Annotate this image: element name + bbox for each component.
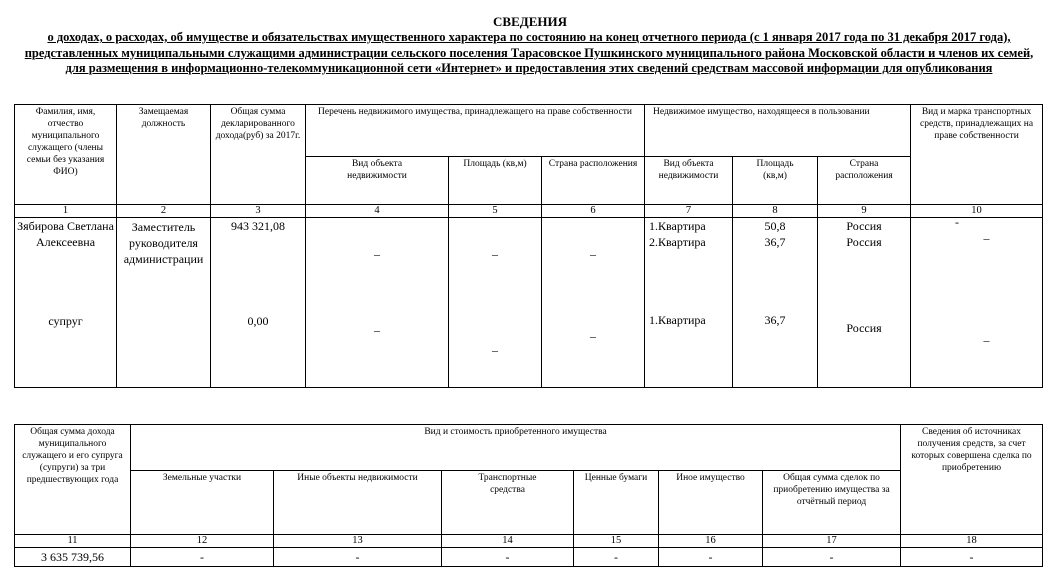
column-number: 14: [442, 535, 574, 548]
spouse-transport-value: –: [983, 333, 990, 347]
column-number: 1: [15, 205, 117, 218]
spouse-used-type-value: 1.Квартира: [649, 313, 706, 327]
column-number: 13: [274, 535, 442, 548]
column-number: 7: [645, 205, 733, 218]
acquisitions-table: [14, 424, 1043, 567]
used-country-value: Россия: [846, 219, 882, 233]
used-area-value: 36,7: [764, 235, 786, 249]
used-type-cell: [645, 218, 733, 388]
used-type-value: 1.Квартира: [649, 219, 706, 233]
person-name: Зябирова Светлана Алексеевна: [17, 219, 114, 249]
header-used-property: Недвижимое имущество, находящееся в пользовании: [645, 105, 911, 157]
column-number: 4: [306, 205, 449, 218]
column-number: 11: [15, 535, 131, 548]
spouse-owned-country-value: –: [590, 329, 596, 343]
deals-total-value: -: [763, 548, 901, 567]
header-securities: Ценные бумаги: [574, 471, 659, 535]
header-owned-type: Вид объекта недвижимости: [306, 157, 449, 205]
header-other-realty: Иные объекты недвижимости: [274, 471, 442, 535]
header-deals-total: Общая сумма сделок по приобретению имущества за отчётный период: [763, 471, 901, 535]
owned-area-cell: [449, 218, 542, 388]
column-number: 2: [117, 205, 211, 218]
position-cell: [117, 218, 211, 388]
header-income-3y: Общая сумма дохода муниципального служащего и его супруга (супруги) за три предшествующих года: [15, 425, 131, 535]
funding-sources-value: -: [901, 548, 1043, 567]
header-transport: Вид и марка транспортных средств, принадлежащих на праве собственности: [911, 105, 1043, 205]
column-number: 16: [659, 535, 763, 548]
document-title: СВЕДЕНИЯ: [493, 14, 567, 29]
transport-cell: [911, 218, 1043, 388]
column-number: 10: [911, 205, 1043, 218]
spouse-label: супруг: [48, 314, 83, 328]
other-property-value: -: [659, 548, 763, 567]
column-number: 5: [449, 205, 542, 218]
owned-area-value: –: [492, 247, 498, 261]
owned-country-cell: [542, 218, 645, 388]
vehicles-value: -: [442, 548, 574, 567]
header-vehicles: Транспортные средства: [442, 471, 574, 535]
other-realty-value: -: [274, 548, 442, 567]
used-area-cell: [733, 218, 818, 388]
header-fio: Фамилия, имя, отчество муниципального служащего (члены семьи без указания ФИО): [15, 105, 117, 205]
document-subtitle: о доходах, о расходах, об имуществе и обязательствах имущественного характера по состоянию на конец отчетного периода (с 1 января 2017 года по 31 декабря 2017 года), представленных муниципальными служащими администрации сельского поселения Тарасовское Пушкинского муниципального района Московской области и членов их семей, для размещения в информационно-телекоммуникационной сети «Интернет» и предоставления этих сведений средствам массовой информации для опубликования: [24, 30, 1034, 75]
owned-type-value: –: [374, 247, 380, 261]
used-country-value: Россия: [846, 235, 882, 249]
header-used-type: Вид объекта недвижимости: [645, 157, 733, 205]
header-other-property: Иное имущество: [659, 471, 763, 535]
column-number: 17: [763, 535, 901, 548]
column-number: 18: [901, 535, 1043, 548]
header-income: Общая сумма декларированного дохода(руб) за 2017г.: [211, 105, 306, 205]
column-number: 15: [574, 535, 659, 548]
header-owned-area: Площадь (кв,м): [449, 157, 542, 205]
spouse-owned-area-value: –: [492, 343, 498, 357]
person-cell: [15, 218, 117, 388]
used-type-value: 2.Квартира: [649, 235, 706, 249]
header-used-area: Площадь (кв,м): [733, 157, 818, 205]
column-number: 6: [542, 205, 645, 218]
column-number: 3: [211, 205, 306, 218]
header-acquired-property: Вид и стоимость приобретенного имущества: [131, 425, 901, 471]
column-number: 9: [818, 205, 911, 218]
header-owned-country: Страна расположения: [542, 157, 645, 205]
income-3y-value: 3 635 739,56: [15, 548, 131, 567]
header-used-country: Страна расположения: [818, 157, 911, 205]
owned-country-value: –: [590, 247, 596, 261]
income-value: 943 321,08: [231, 219, 285, 233]
column-number: 12: [131, 535, 274, 548]
income-cell: [211, 218, 306, 388]
spouse-used-area-value: 36,7: [764, 313, 786, 327]
securities-value: -: [574, 548, 659, 567]
header-funding-sources: Сведения об источниках получения средств, за счет которых совершена сделка по приобретению: [901, 425, 1043, 535]
spouse-income-value: 0,00: [247, 314, 269, 328]
owned-type-cell: [306, 218, 449, 388]
position-value: Заместитель руководителя администрации: [123, 220, 204, 266]
spouse-owned-type-value: –: [374, 323, 380, 337]
land-value: -: [131, 548, 274, 567]
header-land: Земельные участки: [131, 471, 274, 535]
transport-value: –: [983, 231, 990, 245]
declaration-table: [14, 104, 1043, 388]
column-number: 8: [733, 205, 818, 218]
used-area-value: 50,8: [764, 219, 786, 233]
header-position: Замещаемая должность: [117, 105, 211, 205]
transport-marker: -: [955, 217, 960, 229]
used-country-cell: [818, 218, 911, 388]
header-owned-property: Перечень недвижимого имущества, принадлежащего на праве собственности: [306, 105, 645, 157]
spouse-used-country-value: Россия: [846, 321, 882, 335]
